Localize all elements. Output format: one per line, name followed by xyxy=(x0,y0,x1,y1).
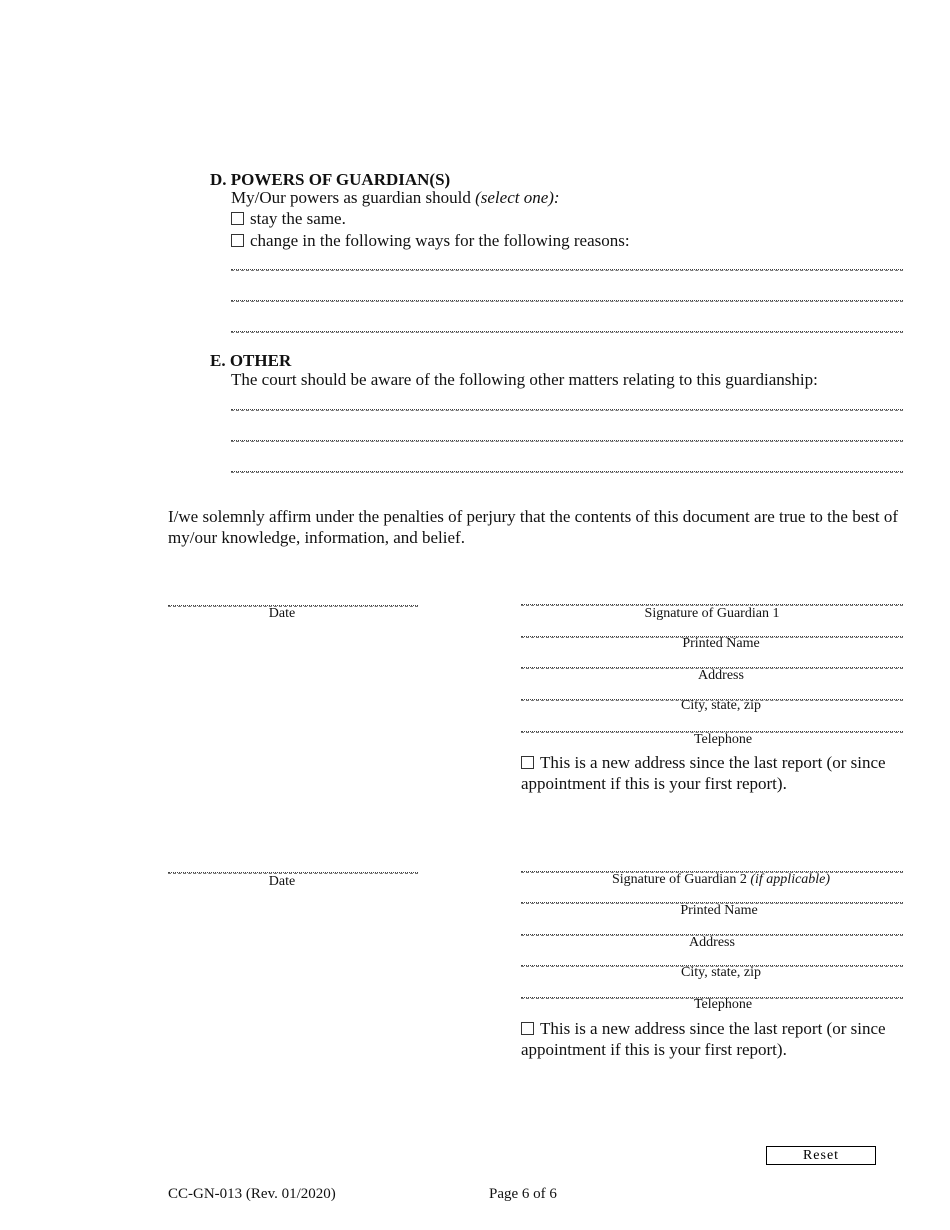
guardian2-new-address[interactable] xyxy=(521,1018,906,1060)
other-matters-line-2[interactable] xyxy=(231,440,903,441)
reset-button[interactable]: Reset xyxy=(766,1146,876,1165)
guardian2-telephone-label: Telephone xyxy=(693,997,753,1012)
guardian2-printed-name-label: Printed Name xyxy=(680,903,758,918)
option-change[interactable] xyxy=(231,230,630,252)
guardian2-signature-caption xyxy=(521,872,921,888)
guardian2-signature-hint: (if applicable) xyxy=(750,872,831,887)
powers-reason-line-2[interactable] xyxy=(231,300,903,301)
footer-page-number: Page 6 of 6 xyxy=(489,1186,557,1202)
stay-same-checkbox[interactable] xyxy=(231,212,244,225)
section-d-heading: D. POWERS OF GUARDIAN(S) xyxy=(210,170,451,189)
guardian2-date-line[interactable] xyxy=(168,872,418,873)
guardian1-address-label: Address xyxy=(698,668,744,683)
guardian1-date-label: Date xyxy=(268,606,296,621)
guardian2-signature-label: Signature of Guardian 2 xyxy=(611,872,747,887)
guardian1-new-address[interactable] xyxy=(521,752,906,794)
guardian1-signature-line[interactable] xyxy=(521,604,903,605)
powers-reason-line-3[interactable] xyxy=(231,331,903,332)
guardian2-new-address-checkbox[interactable] xyxy=(521,1022,534,1035)
guardian1-city-label: City, state, zip xyxy=(681,698,761,713)
section-d-prompt-text: My/Our powers as guardian should xyxy=(231,188,471,207)
change-checkbox[interactable] xyxy=(231,234,244,247)
guardian1-new-address-checkbox[interactable] xyxy=(521,756,534,769)
guardian2-new-address-label: This is a new address since the last report (or since appointment if this is your first report). xyxy=(521,1019,886,1059)
affirmation-text: I/we solemnly affirm under the penalties of perjury that the contents of this document are true to the best of my/our knowledge, information, and belief. xyxy=(168,507,898,547)
footer-form-id: CC-GN-013 (Rev. 01/2020) xyxy=(168,1186,336,1202)
guardian2-date-label: Date xyxy=(268,874,296,889)
section-e-prompt: The court should be aware of the following other matters relating to this guardianship: xyxy=(231,370,818,389)
guardian1-new-address-label: This is a new address since the last report (or since appointment if this is your first report). xyxy=(521,753,886,793)
section-d-prompt xyxy=(231,187,560,209)
section-e-heading: E. OTHER xyxy=(210,351,292,370)
powers-reason-line-1[interactable] xyxy=(231,269,903,270)
option-stay-same-label: stay the same. xyxy=(250,209,346,228)
option-change-label: change in the following ways for the following reasons: xyxy=(250,231,630,250)
guardian1-telephone-label: Telephone xyxy=(693,732,753,747)
other-matters-line-3[interactable] xyxy=(231,471,903,472)
guardian2-city-label: City, state, zip xyxy=(681,965,761,980)
option-stay-same[interactable] xyxy=(231,208,346,230)
guardian1-printed-name-label: Printed Name xyxy=(682,636,760,651)
section-d-prompt-hint: (select one): xyxy=(475,188,560,207)
guardian2-address-label: Address xyxy=(689,935,735,950)
guardian1-signature-label: Signature of Guardian 1 xyxy=(644,606,780,621)
other-matters-line-1[interactable] xyxy=(231,409,903,410)
